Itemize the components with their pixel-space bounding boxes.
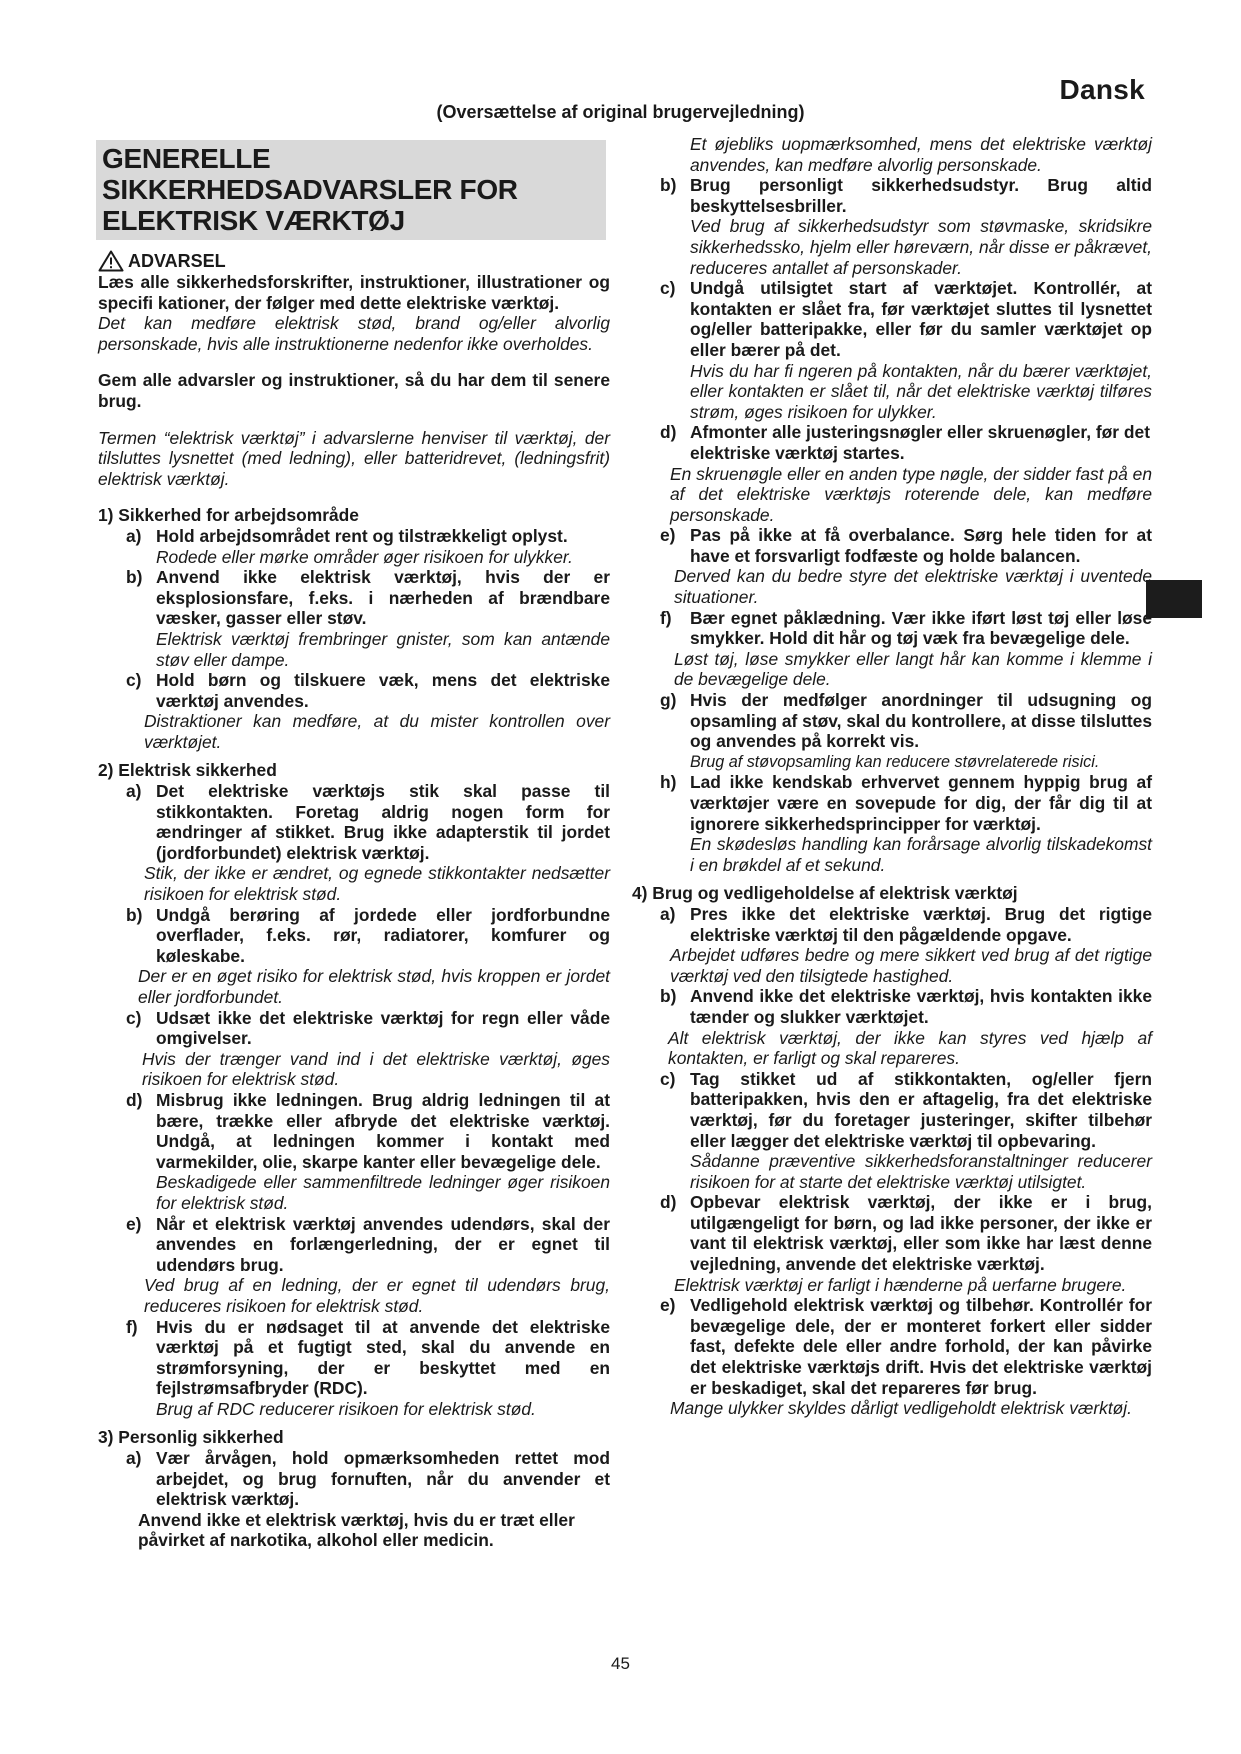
s1-a-text: Hold arbejdsområdet rent og tilstrækkeligt oplyst. bbox=[156, 525, 568, 546]
s4-d-note: Elektrisk værktøj er farligt i hænderne på uerfarne brugere. bbox=[674, 1274, 1127, 1295]
s2-item-f bbox=[126, 1317, 610, 1399]
s3-e-note: Derved kan du bedre styre det elektriske værktøj i uventede situationer. bbox=[674, 566, 1152, 608]
s2-f-text: Hvis du er nødsaget til at anvende det elektriske værktøj på et fugtigt sted, skal du anvende en strømforsyning, der er beskyttet med en fejlstrømsafbryder (RDC). bbox=[156, 1316, 610, 1399]
s4-b-note: Alt elektrisk værktøj, der ikke kan styres ved hjælp af kontakten, er farligt og skal repareres. bbox=[668, 1027, 1152, 1069]
s3-g-label: g) bbox=[660, 690, 677, 711]
s4-a-note: Arbejdet udføres bedre og mere sikkert ved brug af det rigtige værktøj ved den tilsigtede hastighed. bbox=[670, 945, 1152, 986]
s1-b-text: Anvend ikke elektrisk værktøj, hvis der er eksplosionsfare, f.eks. i nærheden af brændbare væsker, gasser eller støv. bbox=[156, 567, 610, 629]
s2-b-note: Der er en øget risiko for elektrisk stød, hvis kroppen er jordet eller jordforbundet. bbox=[138, 966, 610, 1007]
s2-c-text: Udsæt ikke det elektriske værktøj for regn eller våde omgivelser. bbox=[156, 1007, 610, 1049]
section-2-title: 2) Elektrisk sikkerhed bbox=[98, 760, 277, 781]
s3-d-label: d) bbox=[660, 422, 677, 443]
s3-g-text: Hvis der medfølger anordninger til udsugning og opsamling af støv, skal du kontrollere, at disse tilsluttes og anvendes på korrekt vis. bbox=[690, 690, 1152, 752]
s4-a-label: a) bbox=[660, 903, 676, 924]
s3-item-d bbox=[660, 422, 1152, 463]
s2-a-text: Det elektriske værktøjs stik skal passe til stikkontakten. Foretag aldrig nogen form for ændringer af stikket. Brug ikke adapterstik til jordet (jordforbundet) elektrisk værktøj. bbox=[156, 781, 610, 863]
s3-g-note: Brug af støvopsamling kan reducere støvrelaterede risici. bbox=[690, 752, 1100, 771]
s2-a-label: a) bbox=[126, 781, 142, 802]
heading-line-2: SIKKERHEDSADVARSLER FOR bbox=[102, 174, 518, 205]
s3-h-note: En skødesløs handling kan forårsage alvorlig tilskadekomst i en brøkdel af et sekund. bbox=[690, 834, 1152, 875]
s3-d-text: Afmonter alle justeringsnøgler eller skruenøgler, før det elektriske værktøj startes. bbox=[690, 422, 1150, 463]
s4-c-text: Tag stikket ud af stikkontakten, og/eller fjern batteripakken, hvis den er aftagelig, fra det elektriske værktøj, før du foretager justeringer, skifter tilbehør eller lægger det elektriske værktøj til opbevaring. bbox=[690, 1068, 1152, 1151]
s2-d-label: d) bbox=[126, 1089, 143, 1110]
s4-a-text: Pres ikke det elektriske værktøj. Brug det rigtige elektriske værktøj til den pågældende opgave. bbox=[690, 903, 1152, 945]
s1-c-label: c) bbox=[126, 670, 142, 691]
s3-a-text2: Anvend ikke et elektrisk værktøj, hvis du er træt eller påvirket af narkotika, alkohol eller medicin. bbox=[138, 1509, 575, 1551]
s3-f-note: Løst tøj, løse smykker eller langt hår kan komme i klemme i de bevægelige dele. bbox=[674, 648, 1152, 690]
s3-b-label: b) bbox=[660, 175, 677, 196]
s3-c-text: Undgå utilsigtet start af værktøjet. Kontrollér, at kontakten er slået fra, før værktøjet sluttes til lysnettet og/eller batteripakke, eller før du samler værktøjet op eller bærer på det. bbox=[690, 278, 1152, 360]
s3-c-label: c) bbox=[660, 278, 676, 299]
s2-b-label: b) bbox=[126, 904, 143, 925]
s2-item-a bbox=[126, 781, 610, 863]
s4-b-text: Anvend ikke det elektriske værktøj, hvis kontakten ikke tænder og slukker værktøjet. bbox=[690, 986, 1152, 1027]
s2-b-text: Undgå berøring af jordede eller jordforbundne overflader, f.eks. rør, radiatorer, komfurer og køleskabe. bbox=[156, 904, 610, 966]
s2-a-note: Stik, der ikke er ændret, og egnede stikkontakter nedsætter risikoen for elektrisk stød. bbox=[144, 863, 610, 905]
left-column bbox=[98, 140, 610, 1551]
warning-bold-text: Læs alle sikkerhedsforskrifter, instruktioner, illustrationer og specifi kationer, der følger med dette elektriske værktøj. bbox=[98, 272, 610, 313]
s3-a-label: a) bbox=[126, 1448, 142, 1469]
s3-item-b bbox=[660, 175, 1152, 216]
s2-d-note: Beskadigede eller sammenfiltrede ledninger øger risikoen for elektrisk stød. bbox=[156, 1172, 610, 1213]
s2-item-c bbox=[126, 1008, 610, 1049]
s2-item-e bbox=[126, 1214, 610, 1276]
s4-item-c bbox=[660, 1069, 1152, 1151]
s4-c-note: Sådanne præventive sikkerhedsforanstaltninger reducerer risikoen for at starte det elektriske værktøj utilsigtet. bbox=[690, 1151, 1152, 1192]
s3-f-text: Bær egnet påklædning. Vær ikke iført løst tøj eller løse smykker. Hold dit hår og tøj væk fra bevægelige dele. bbox=[690, 607, 1152, 649]
heading-line-3: ELEKTRISK VÆRKTØJ bbox=[102, 205, 405, 236]
s3-item-c bbox=[660, 278, 1152, 360]
s2-f-label: f) bbox=[126, 1316, 138, 1337]
warning-title-text: ADVARSEL bbox=[128, 250, 226, 271]
s3-e-text: Pas på ikke at få overbalance. Sørg hele tiden for at have et forsvarligt fodfæste og holde balancen. bbox=[690, 525, 1152, 566]
section-heading bbox=[96, 140, 606, 240]
language-label: Dansk bbox=[1059, 74, 1145, 105]
warning-title bbox=[98, 250, 610, 272]
warning-italic-text: Det kan medføre elektrisk stød, brand og/eller alvorlig personskade, hvis alle instruktionerne nedenfor ikke overholdes. bbox=[98, 313, 610, 354]
s1-item-a bbox=[126, 526, 610, 547]
s1-item-c bbox=[126, 670, 610, 711]
s1-a-label: a) bbox=[126, 525, 142, 546]
s3-b-note: Ved brug af sikkerhedsudstyr som støvmaske, skridsikre sikkerhedssko, hjelm eller høreværn, når disse er påkrævet, reduceres antallet af personskader. bbox=[690, 216, 1152, 278]
translation-subtitle: (Oversættelse af original brugervejledning) bbox=[436, 102, 805, 122]
s3-item-h bbox=[660, 772, 1152, 834]
s3-item-g bbox=[660, 690, 1152, 752]
s2-c-note: Hvis der trænger vand ind i det elektriske værktøj, øges risikoen for elektrisk stød. bbox=[142, 1048, 610, 1090]
s1-a-note: Rodede eller mørke områder øger risikoen for ulykker. bbox=[156, 546, 573, 567]
s3-h-text: Lad ikke kendskab erhvervet gennem hyppig brug af værktøjer være en sovepude for dig, der får dig til at ignorere sikkerhedsprincipper for værktøj. bbox=[690, 772, 1152, 834]
s4-item-b bbox=[660, 986, 1152, 1027]
warning-triangle-icon bbox=[98, 250, 124, 272]
s2-item-d bbox=[126, 1090, 610, 1172]
s1-b-note: Elektrisk værktøj frembringer gnister, som kan antænde støv eller dampe. bbox=[156, 628, 610, 670]
s4-d-text: Opbevar elektrisk værktøj, der ikke er i brug, utilgængeligt for børn, og lad ikke personer, der ikke er vant til elektrisk værktøj, eller som ikke har læst denne vejledning, anvende det elektriske værktøj. bbox=[690, 1192, 1152, 1275]
s2-e-label: e) bbox=[126, 1213, 142, 1234]
s1-item-b bbox=[126, 567, 610, 629]
s3-a-text: Vær årvågen, hold opmærksomheden rettet mod arbejdet, og brug fornuften, når du anvender et elektrisk værktøj. bbox=[156, 1448, 610, 1510]
s4-item-d bbox=[660, 1192, 1152, 1274]
s1-b-label: b) bbox=[126, 567, 143, 588]
s1-c-text: Hold børn og tilskuere væk, mens det elektriske værktøj anvendes. bbox=[156, 670, 610, 711]
s4-e-text: Vedligehold elektrisk værktøj og tilbehør. Kontrollér for bevægelige dele, der er monteret forkert eller sidder fast, defekte dele eller andre forhold, der kan påvirke det elektriske værktøjs drift. Hvis det elektriske værktøj er beskadiget, skal det repareres før brug. bbox=[690, 1295, 1152, 1398]
s3-item-a bbox=[126, 1448, 610, 1510]
section-3-title: 3) Personlig sikkerhed bbox=[98, 1427, 284, 1448]
s3-h-label: h) bbox=[660, 772, 677, 793]
s2-c-label: c) bbox=[126, 1007, 142, 1028]
s4-b-label: b) bbox=[660, 986, 677, 1007]
language-tab-marker bbox=[1146, 580, 1202, 618]
s2-e-text: Når et elektrisk værktøj anvendes udendørs, skal der anvendes en forlængerledning, der er egnet til udendørs brug. bbox=[156, 1213, 610, 1275]
s4-d-label: d) bbox=[660, 1192, 677, 1213]
term-definition-text: Termen “elektrisk værktøj” i advarslerne henviser til værktøj, der tilsluttes lysnettet (med ledning), eller batteridrevet, (ledningsfrit) elektrisk værktøj. bbox=[98, 427, 610, 489]
heading-line-1: GENERELLE bbox=[102, 143, 271, 174]
s3-b-text: Brug personligt sikkerhedsudstyr. Brug altid beskyttelsesbriller. bbox=[690, 175, 1152, 216]
s4-item-e bbox=[660, 1295, 1152, 1398]
s4-item-a bbox=[660, 904, 1152, 945]
s4-e-note: Mange ulykker skyldes dårligt vedligeholdt elektrisk værktøj. bbox=[670, 1398, 1132, 1419]
s3-item-f bbox=[660, 608, 1152, 649]
s2-e-note: Ved brug af en ledning, der er egnet til udendørs brug, reduceres risikoen for elektrisk stød. bbox=[144, 1275, 610, 1316]
s3-a-note: Et øjebliks uopmærksomhed, mens det elektriske værktøj anvendes, kan medføre alvorlig personskade. bbox=[690, 134, 1152, 175]
page-number: 45 bbox=[611, 1654, 630, 1673]
section-4-title: 4) Brug og vedligeholdelse af elektrisk værktøj bbox=[632, 883, 1018, 904]
s3-c-note: Hvis du har fi ngeren på kontakten, når du bærer værktøjet, eller kontakten er slået til, når det elektriske værktøj tilføres strøm, øges risikoen for ulykker. bbox=[690, 360, 1152, 422]
s2-d-text: Misbrug ikke ledningen. Brug aldrig ledningen til at bære, trække eller afbryde det elektriske værktøj. Undgå, at ledningen kommer i kontakt med varmekilder, olie, skarpe kanter eller bevægelige dele. bbox=[156, 1089, 610, 1172]
s4-e-label: e) bbox=[660, 1295, 676, 1316]
s2-f-note: Brug af RDC reducerer risikoen for elektrisk stød. bbox=[156, 1398, 536, 1419]
s1-c-note: Distraktioner kan medføre, at du mister kontrollen over værktøjet. bbox=[144, 711, 610, 752]
section-1-title: 1) Sikkerhed for arbejdsområde bbox=[98, 505, 359, 526]
right-column bbox=[632, 134, 1152, 1419]
s3-f-label: f) bbox=[660, 607, 672, 628]
keep-instructions-text: Gem alle advarsler og instruktioner, så du har dem til senere brug. bbox=[98, 370, 610, 411]
s3-d-note: En skruenøgle eller en anden type nøgle, der sidder fast på en af det elektriske værktøjs roterende dele, kan medføre personskade. bbox=[670, 463, 1152, 525]
s3-item-e bbox=[660, 525, 1152, 566]
s4-c-label: c) bbox=[660, 1068, 676, 1089]
s3-e-label: e) bbox=[660, 525, 676, 546]
s2-item-b bbox=[126, 905, 610, 967]
